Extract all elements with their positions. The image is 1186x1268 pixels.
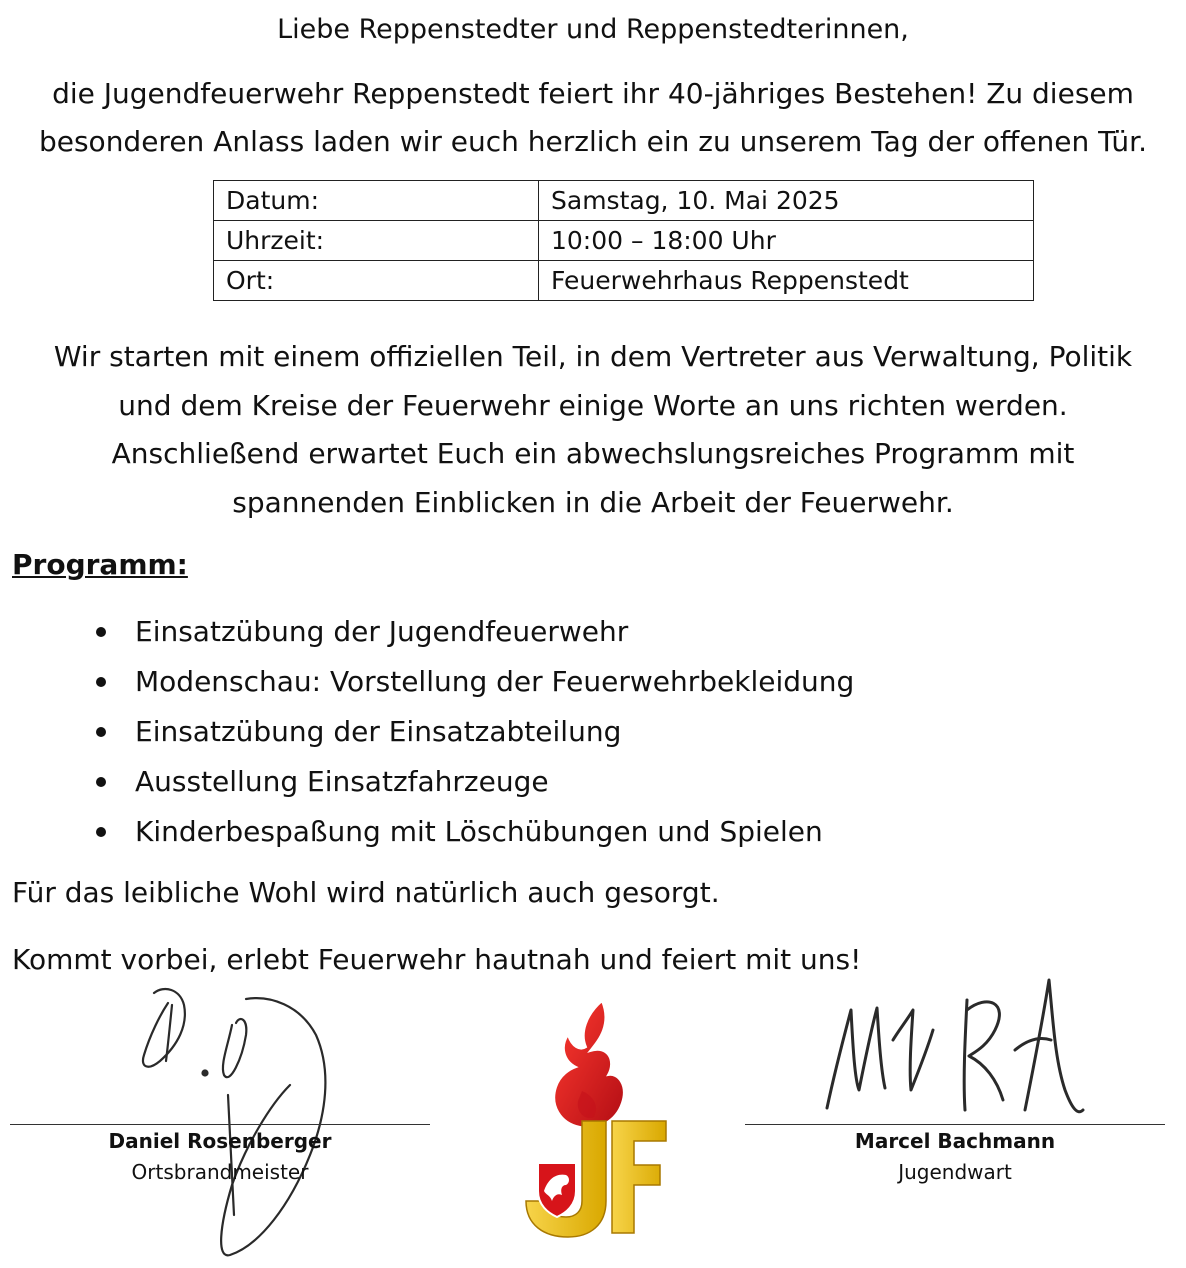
intro-line: besonderen Anlass laden wir euch herzlich ein zu unserem Tag der offenen Tür. bbox=[38, 125, 1148, 158]
signer-role-left: Ortsbrandmeister bbox=[131, 1160, 309, 1184]
intro-paragraph bbox=[0, 70, 1186, 166]
table-row bbox=[214, 261, 1034, 301]
signature-left bbox=[120, 975, 340, 1265]
program-item-text: Kinderbespaßung mit Löschübungen und Spielen bbox=[135, 815, 823, 848]
list-item bbox=[0, 707, 854, 757]
list-item bbox=[0, 807, 854, 857]
bullet-icon bbox=[96, 827, 106, 837]
list-item bbox=[0, 657, 854, 707]
intro-line: die Jugendfeuerwehr Reppenstedt feiert ihr 40-jähriges Bestehen! Zu diesem bbox=[52, 77, 1134, 110]
program-item-text: Ausstellung Einsatzfahrzeuge bbox=[135, 765, 549, 798]
description-paragraph bbox=[0, 333, 1186, 527]
signer-name-left: Daniel Rosenberger bbox=[108, 1129, 332, 1153]
signature-right bbox=[815, 960, 1095, 1125]
time-value: 10:00 – 18:00 Uhr bbox=[539, 221, 1034, 261]
program-item-text: Einsatzübung der Einsatzabteilung bbox=[135, 715, 622, 748]
closing-line-invite: Kommt vorbei, erlebt Feuerwehr hautnah und feiert mit uns! bbox=[12, 943, 862, 976]
time-label: Uhrzeit: bbox=[214, 221, 539, 261]
list-item bbox=[0, 607, 854, 657]
program-list bbox=[0, 607, 854, 857]
bullet-icon bbox=[96, 777, 106, 787]
date-value: Samstag, 10. Mai 2025 bbox=[539, 181, 1034, 221]
location-label: Ort: bbox=[214, 261, 539, 301]
table-row bbox=[214, 181, 1034, 221]
program-item-text: Modenschau: Vorstellung der Feuerwehrbekleidung bbox=[135, 665, 855, 698]
jugendfeuerwehr-logo bbox=[520, 995, 670, 1245]
description-line: spannenden Einblicken in die Arbeit der Feuerwehr. bbox=[232, 485, 954, 519]
description-line: Wir starten mit einem offiziellen Teil, in dem Vertreter aus Verwaltung, Politik bbox=[53, 340, 1133, 373]
location-value: Feuerwehrhaus Reppenstedt bbox=[539, 261, 1034, 301]
bullet-icon bbox=[96, 627, 106, 637]
signature-line-right bbox=[745, 1124, 1165, 1125]
greeting: Liebe Reppenstedter und Reppenstedterinnen, bbox=[277, 14, 909, 45]
list-item bbox=[0, 757, 854, 807]
description-line: und dem Kreise der Feuerwehr einige Worte an uns richten werden. bbox=[118, 388, 1068, 422]
event-info-table bbox=[213, 180, 1034, 301]
description-line: Anschließend erwartet Euch ein abwechslungsreiches Programm mit bbox=[111, 437, 1075, 470]
program-heading: Programm: bbox=[12, 548, 188, 581]
signature-line-left bbox=[10, 1124, 430, 1125]
signer-role-right: Jugendwart bbox=[898, 1160, 1012, 1184]
signer-name-right: Marcel Bachmann bbox=[854, 1129, 1056, 1153]
closing-line-food: Für das leibliche Wohl wird natürlich auch gesorgt. bbox=[12, 876, 720, 909]
date-label: Datum: bbox=[214, 181, 539, 221]
bullet-icon bbox=[96, 727, 106, 737]
program-item-text: Einsatzübung der Jugendfeuerwehr bbox=[135, 615, 629, 648]
bullet-icon bbox=[96, 677, 106, 687]
table-row bbox=[214, 221, 1034, 261]
